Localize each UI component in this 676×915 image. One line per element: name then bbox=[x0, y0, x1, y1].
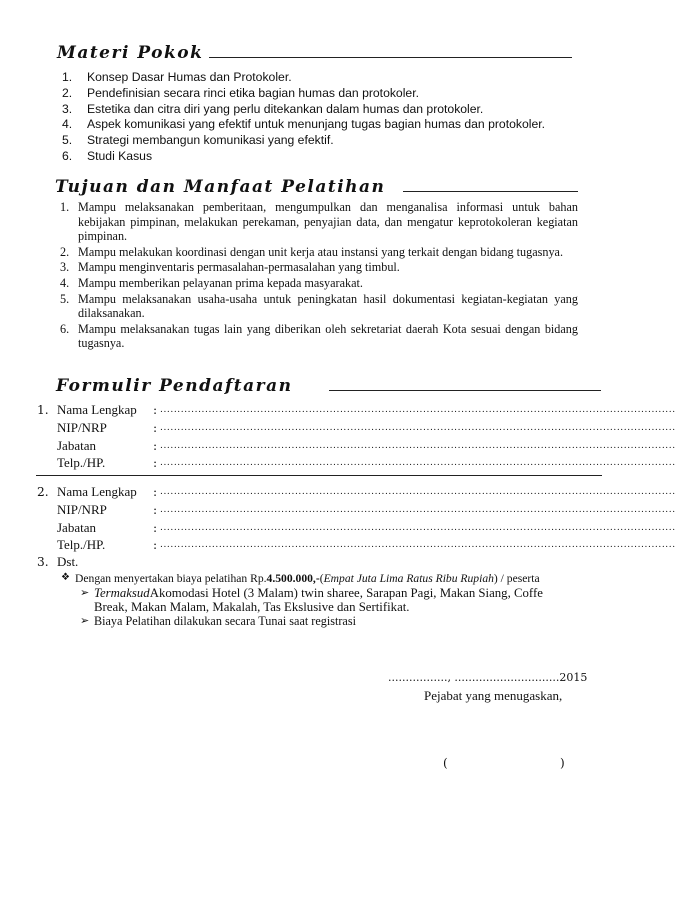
materi-item: 2. Pendefinisian secara rinci etika bagian humas dan protokoler. bbox=[62, 85, 419, 100]
arrow-bullet-icon: ➢ bbox=[80, 615, 90, 627]
fill-line[interactable]: ..................................................................................................................................................... bbox=[160, 522, 676, 533]
materi-header bbox=[57, 43, 572, 63]
field-label: NIP/NRP bbox=[57, 419, 107, 435]
fill-line[interactable]: ..................................................................................................................................................... bbox=[160, 422, 676, 433]
nip-field-1[interactable]: NIP/NRP : ..................................................................................................................................................... bbox=[57, 419, 676, 435]
field-label: Jabatan bbox=[57, 437, 96, 453]
fill-line[interactable]: ..................................................................................................................................................... bbox=[160, 440, 676, 451]
entry-number: 1. bbox=[37, 403, 49, 417]
fill-line[interactable]: ..................................................................................................................................................... bbox=[160, 539, 676, 550]
materi-rule bbox=[209, 57, 572, 58]
date-line[interactable]: ................., ..............................2015 bbox=[388, 671, 588, 684]
tujuan-item: 1. Mampu melaksanakan pemberitaan, mengumpulkan dan menganalisa informasi untuk bahan kebijakan pimpinan, melakukan perekaman, penyajian data, dan mengatur keprotokoleran kegiatan pimpinan. bbox=[60, 200, 578, 244]
entry-divider bbox=[36, 475, 602, 476]
jabatan-field-2[interactable]: Jabatan : ..................................................................................................................................................... bbox=[57, 519, 676, 535]
inclusion-note-cont: Break, Makan Malam, Makalah, Tas Ekslusive dan Sertifikat. bbox=[94, 600, 410, 614]
inclusion-note: ➢ Termaksud Akomodasi Hotel (3 Malam) twin sharee, Sarapan Pagi, Makan Siang, Coffe bbox=[80, 586, 543, 600]
formulir-header bbox=[56, 376, 601, 396]
fee-note: ❖ Dengan menyertakan biaya pelatihan Rp. 4.500.000,- ( Empat Juta Lima Ratus Ribu Rupiah ) / peserta bbox=[61, 572, 540, 585]
field-label: NIP/NRP bbox=[57, 501, 107, 517]
nama-field-2[interactable]: Nama Lengkap : ..................................................................................................................................................... bbox=[57, 483, 676, 499]
diamond-bullet-icon: ❖ bbox=[61, 572, 70, 583]
materi-list bbox=[62, 70, 602, 165]
field-label: Jabatan bbox=[57, 519, 96, 535]
official-label: Pejabat yang menugaskan, bbox=[424, 688, 563, 703]
tujuan-item: 2. Mampu melakukan koordinasi dengan unit kerja atau instansi yang terkait dengan bidang tugasnya. bbox=[60, 244, 564, 259]
tujuan-title: Tujuan dan Manfaat Pelatihan bbox=[55, 177, 386, 197]
formulir-rule bbox=[329, 390, 602, 391]
signature-name-close: ) bbox=[560, 756, 565, 770]
fill-line[interactable]: ..................................................................................................................................................... bbox=[160, 486, 676, 497]
materi-title: Materi Pokok bbox=[57, 43, 204, 63]
signature-name-open: ( bbox=[443, 756, 448, 770]
fill-line[interactable]: ..................................................................................................................................................... bbox=[160, 457, 676, 468]
tujuan-item: 4. Mampu memberikan pelayanan prima kepada masyarakat. bbox=[60, 275, 363, 290]
tujuan-item: 3. Mampu menginventaris permasalahan-permasalahan yang timbul. bbox=[60, 260, 400, 275]
jabatan-field-1[interactable]: Jabatan : ..................................................................................................................................................... bbox=[57, 437, 676, 453]
materi-item: 5. Strategi membangun komunikasi yang efektif. bbox=[62, 133, 334, 148]
field-label: Nama Lengkap bbox=[57, 483, 137, 499]
fill-line[interactable]: ..................................................................................................................................................... bbox=[160, 504, 676, 515]
tujuan-list bbox=[60, 200, 578, 352]
entry-number: 2. bbox=[37, 485, 49, 499]
arrow-bullet-icon: ➢ bbox=[80, 587, 90, 599]
entry-etc-text: Dst. bbox=[57, 553, 79, 569]
telp-field-2[interactable]: Telp./HP. : ..................................................................................................................................................... bbox=[57, 536, 676, 552]
tujuan-item: 5. Mampu melaksanakan usaha-usaha untuk peningkatan hasil dokumentasi kegiatan-kegiatan yang dilaksanakan. bbox=[60, 291, 578, 321]
field-label: Telp./HP. bbox=[57, 454, 106, 470]
formulir-title: Formulir Pendaftaran bbox=[56, 376, 293, 396]
nama-field-1[interactable]: Nama Lengkap : ..................................................................................................................................................... bbox=[57, 401, 676, 417]
entry-etc bbox=[37, 553, 78, 570]
materi-item: 4. Aspek komunikasi yang efektif untuk menunjang tugas bagian humas dan protokoler. bbox=[62, 117, 545, 132]
nip-field-2[interactable]: NIP/NRP : ..................................................................................................................................................... bbox=[57, 501, 676, 517]
tujuan-header bbox=[55, 177, 578, 197]
payment-note: ➢ Biaya Pelatihan dilakukan secara Tunai saat registrasi bbox=[80, 614, 356, 628]
materi-item: 3. Estetika dan citra diri yang perlu ditekankan dalam humas dan protokoler. bbox=[62, 101, 484, 116]
entry-number: 3. bbox=[37, 554, 49, 569]
tujuan-rule bbox=[403, 191, 578, 192]
materi-item: 6. Studi Kasus bbox=[62, 148, 153, 163]
field-label: Nama Lengkap bbox=[57, 401, 137, 417]
tujuan-item: 6. Mampu melaksanakan tugas lain yang diberikan oleh sekretariat daerah Kota sesuai dengan bidang tugasnya. bbox=[60, 321, 578, 351]
fill-line[interactable]: ..................................................................................................................................................... bbox=[160, 404, 676, 415]
telp-field-1[interactable]: Telp./HP. : ..................................................................................................................................................... bbox=[57, 454, 676, 470]
materi-item: 1. Konsep Dasar Humas dan Protokoler. bbox=[62, 70, 292, 84]
field-label: Telp./HP. bbox=[57, 536, 106, 552]
